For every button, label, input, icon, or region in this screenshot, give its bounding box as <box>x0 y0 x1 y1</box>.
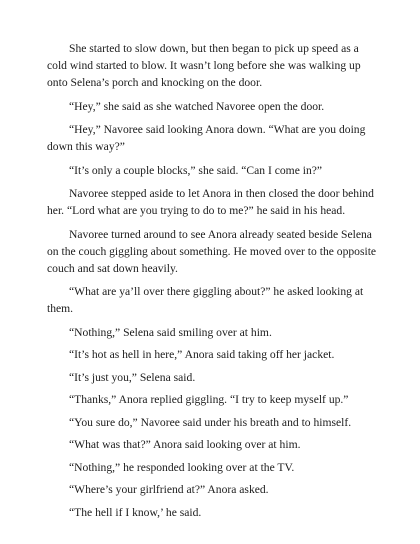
paragraph-3: “Hey,” Navoree said looking Anora down. “What are you doing down this way?” <box>47 123 366 153</box>
story-text <box>47 40 377 526</box>
paragraph-16: “The hell if I know,’ he said. <box>69 505 202 519</box>
paragraph-6: Navoree turned around to see Anora already seated beside Selena on the couch giggling about something. He moved over to the opposite couch and sat down heavily. <box>47 227 377 275</box>
paragraph-1: She started to slow down, but then began to pick up speed as a cold wind started to blow. It wasn’t long before she was walking up onto Selena’s porch and knocking on the door. <box>47 42 361 89</box>
paragraph-12: “You sure do,” Navoree said under his breath and to himself. <box>69 415 352 429</box>
paragraph-4: “It’s only a couple blocks,” she said. “Can I come in?” <box>69 163 323 177</box>
paragraph-11: “Thanks,” Anora replied giggling. “I try to keep myself up.” <box>69 393 349 406</box>
paragraph-13: “What was that?” Anora said looking over at him. <box>69 438 301 451</box>
paragraph-14: “Nothing,” he responded looking over at the TV. <box>69 460 295 474</box>
paragraph-9: “It’s hot as hell in here,” Anora said taking off her jacket. <box>69 348 335 361</box>
paragraph-10: “It’s just you,” Selena said. <box>69 370 196 384</box>
paragraph-15: “Where’s your girlfriend at?” Anora asked. <box>69 483 269 496</box>
paragraph-8: “Nothing,” Selena said smiling over at him. <box>69 325 272 339</box>
paragraph-2: “Hey,” she said as she watched Navoree open the door. <box>69 99 325 113</box>
paragraph-7: “What are ya’ll over there giggling about?” he asked looking at them. <box>47 285 364 315</box>
paragraph-5: Navoree stepped aside to let Anora in then closed the door behind her. “Lord what are you trying to do to me?” he said in his head. <box>47 187 374 217</box>
